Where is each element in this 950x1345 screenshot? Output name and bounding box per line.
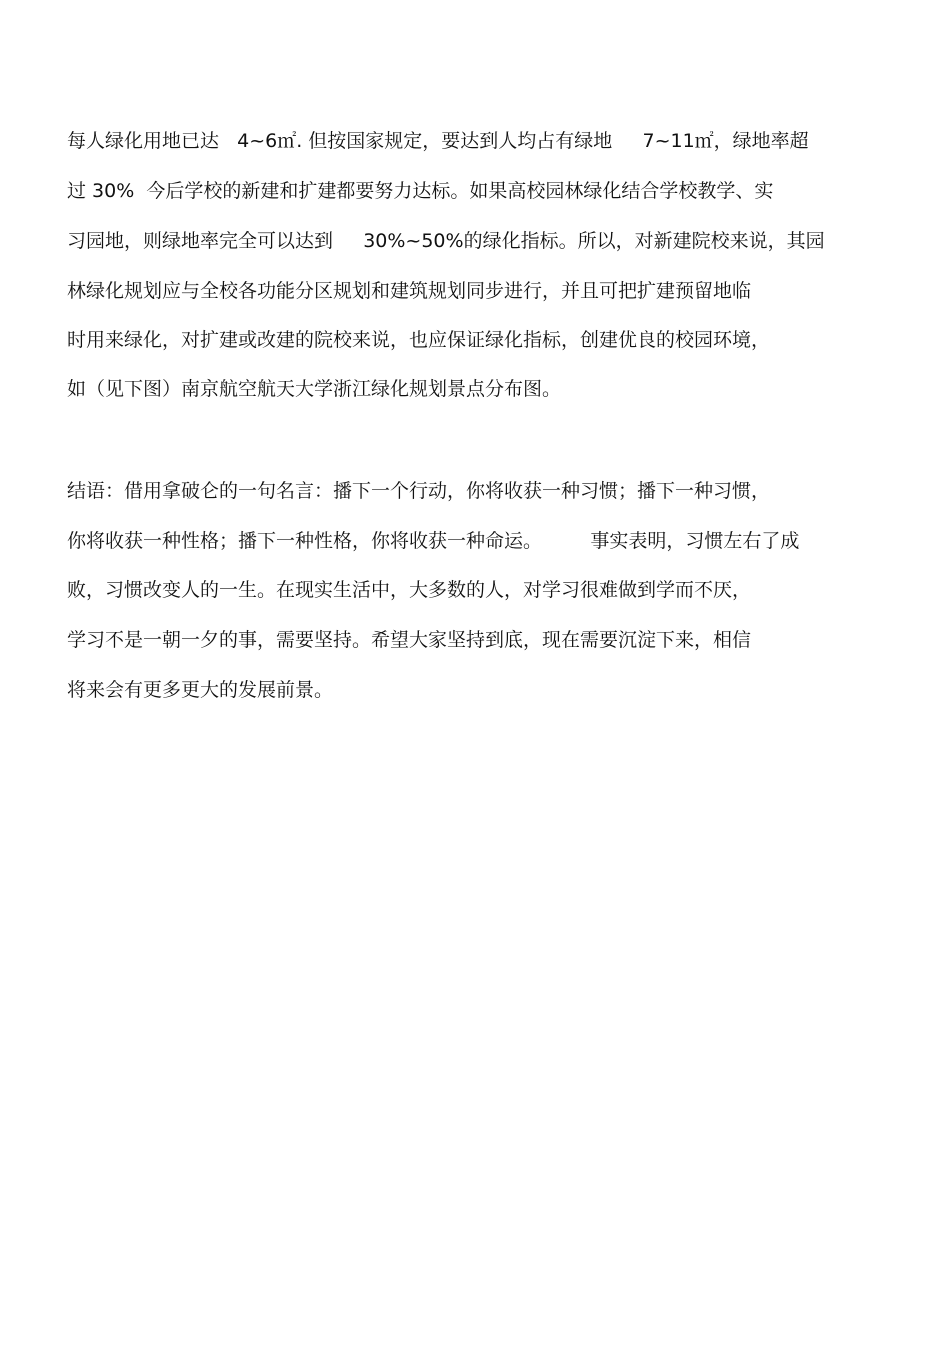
paragraph-1-line-5: 时用来绿化，对扩建或改建的院校来说，也应保证绿化指标，创建优良的校园环境，: [67, 329, 771, 351]
paragraph-2-line-4: 学习不是一朝一夕的事，需要坚持。希望大家坚持到底，现在需要沉淀下来，相信: [67, 629, 752, 651]
paragraph-2-line-3: 败，习惯改变人的一生。在现实生活中，大多数的人，对学习很难做到学而不厌，: [67, 579, 752, 601]
paragraph-1-line-6: 如（见下图）南京航空航天大学浙江绿化规划景点分布图。: [67, 378, 562, 400]
paragraph-1-line-4: 林绿化规划应与全校各功能分区规划和建筑规划同步进行，并且可把扩建预留地临: [67, 280, 752, 302]
paragraph-1-line-1: 每人绿化用地已达 4~6㎡. 但按国家规定，要达到人均占有绿地 7~11㎡，绿地率超: [67, 130, 809, 152]
paragraph-2-line-1: 结语：借用拿破仑的一句名言：播下一个行动，你将收获一种习惯；播下一种习惯，: [67, 480, 771, 502]
paragraph-1-line-3: 习园地，则绿地率完全可以达到 30%~50%的绿化指标。所以，对新建院校来说，其园: [67, 230, 825, 252]
paragraph-2-line-5: 将来会有更多更大的发展前景。: [67, 679, 334, 701]
paragraph-2-line-2: 你将收获一种性格；播下一种性格，你将收获一种命运。 事实表明，习惯左右了成: [67, 530, 800, 552]
paragraph-1-line-2: 过 30% 今后学校的新建和扩建都要努力达标。如果高校园林绿化结合学校教学、实: [67, 180, 774, 202]
